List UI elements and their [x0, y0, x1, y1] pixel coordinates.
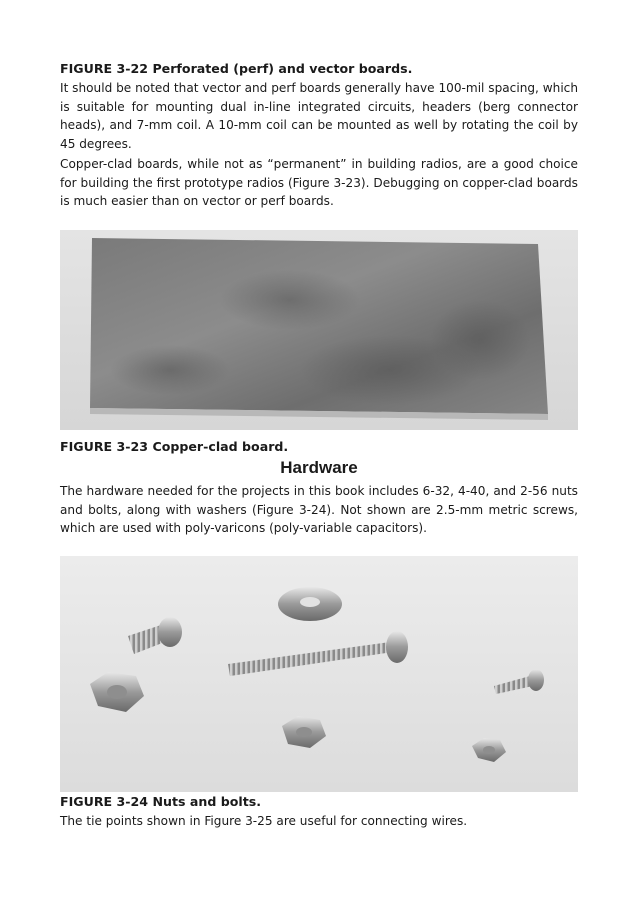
body-paragraph-3: The hardware needed for the projects in this book includes 6-32, 4-40, and 2-56 nuts and bolts, along with washers (Figure 3-24). Not shown are 2.5-mm metric screws, which are used with poly-varicons (poly-variable capacitors).	[60, 484, 578, 536]
figure-title: Nuts and bolts.	[152, 794, 262, 809]
section-heading-hardware: Hardware	[280, 458, 358, 477]
figure-label: FIGURE 3-23	[60, 439, 149, 454]
figure-3-22-caption	[60, 60, 412, 78]
figure-label: FIGURE 3-22	[60, 61, 149, 76]
body-paragraph-1: It should be noted that vector and perf boards generally have 100-mil spacing, which is suitable for mounting dual in-line integrated circuits, headers (berg connector heads), and 7-mm coil. A 10-mm coil can be mounted as well by rotating the coil by 45 degrees.	[60, 81, 578, 151]
body-paragraph-2: Copper-clad boards, while not as “permanent” in building radios, are a good choice for building the first prototype radios (Figure 3-23). Debugging on copper-clad boards is much easier than on vector or perf boards.	[60, 157, 578, 209]
figure-label: FIGURE 3-24	[60, 794, 149, 809]
figure-title: Copper-clad board.	[152, 439, 289, 454]
nuts-and-bolts-photo	[60, 556, 578, 792]
body-paragraph-4: The tie points shown in Figure 3-25 are useful for connecting wires.	[60, 814, 468, 828]
copper-clad-board-photo	[60, 230, 578, 430]
washer	[278, 587, 342, 621]
figure-3-23-caption	[60, 438, 288, 456]
figure-title: Perforated (perf) and vector boards.	[152, 61, 413, 76]
figure-3-24-caption	[60, 793, 261, 811]
